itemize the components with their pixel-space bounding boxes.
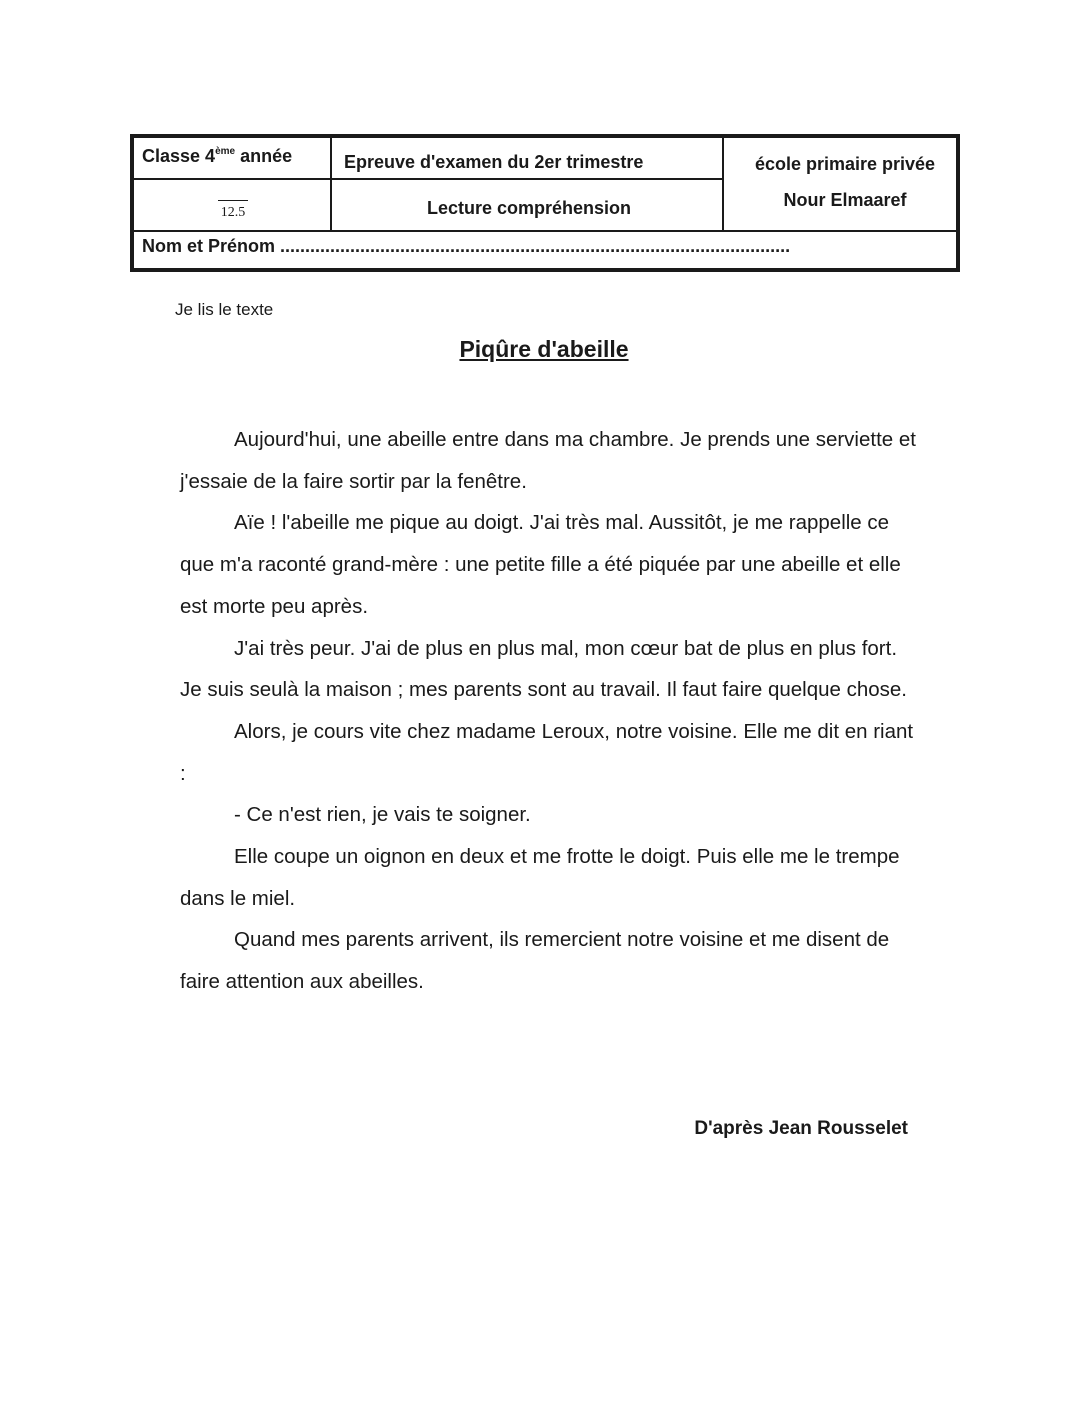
class-level-suffix: année: [235, 146, 293, 166]
score-max: 12.5: [220, 205, 246, 220]
school-name: Nour Elmaaref: [783, 190, 907, 210]
exam-title: Epreuve d'examen du 2er trimestre: [344, 152, 644, 172]
instruction-text: Je lis le texte: [175, 300, 274, 319]
subject-name: Lecture compréhension: [426, 198, 632, 218]
school-type: école primaire privée: [754, 154, 936, 174]
paragraph: Aujourd'hui, une abeille entre dans ma chambre. Je prends une serviette et j'essaie de la faire sortir par la fenêtre.: [180, 428, 916, 493]
paragraph: Aïe ! l'abeille me pique au doigt. J'ai très mal. Aussitôt, je me rappelle ce que m'a raconté grand-mère : une petite fille a été piquée par une abeille et elle est morte peu après.: [180, 511, 901, 618]
author-credit: D'après Jean Rousselet: [694, 1118, 908, 1139]
paragraph: J'ai très peur. J'ai de plus en plus mal, mon cœur bat de plus en plus fort. Je suis seulà la maison ; mes parents sont au travail. Il faut faire quelque chose.: [180, 636, 907, 702]
paragraph: - Ce n'est rien, je vais te soigner.: [234, 803, 531, 827]
table-divider: [134, 230, 956, 232]
class-level-superscript: ème: [215, 146, 236, 157]
table-divider: [134, 178, 722, 180]
paragraph: Quand mes parents arrivent, ils remercient notre voisine et me disent de faire attention aux abeilles.: [180, 928, 890, 994]
reading-passage: [180, 419, 920, 1003]
class-level: [142, 146, 332, 168]
exam-header-table: [130, 134, 960, 272]
score-fraction-bar: [218, 200, 248, 201]
paragraph: Alors, je cours vite chez madame Leroux, notre voisine. Elle me dit en riant :: [180, 719, 914, 785]
text-title-label: Piqûre d'abeille: [459, 336, 629, 362]
student-name-field[interactable]: Nom et Prénom ......................................................................................................: [142, 236, 791, 256]
class-level-label: Classe 4: [142, 146, 216, 166]
text-title: [0, 336, 1088, 363]
score-box: [134, 192, 332, 222]
paragraph: Elle coupe un oignon en deux et me frotte le doigt. Puis elle me le trempe dans le miel.: [180, 845, 900, 910]
